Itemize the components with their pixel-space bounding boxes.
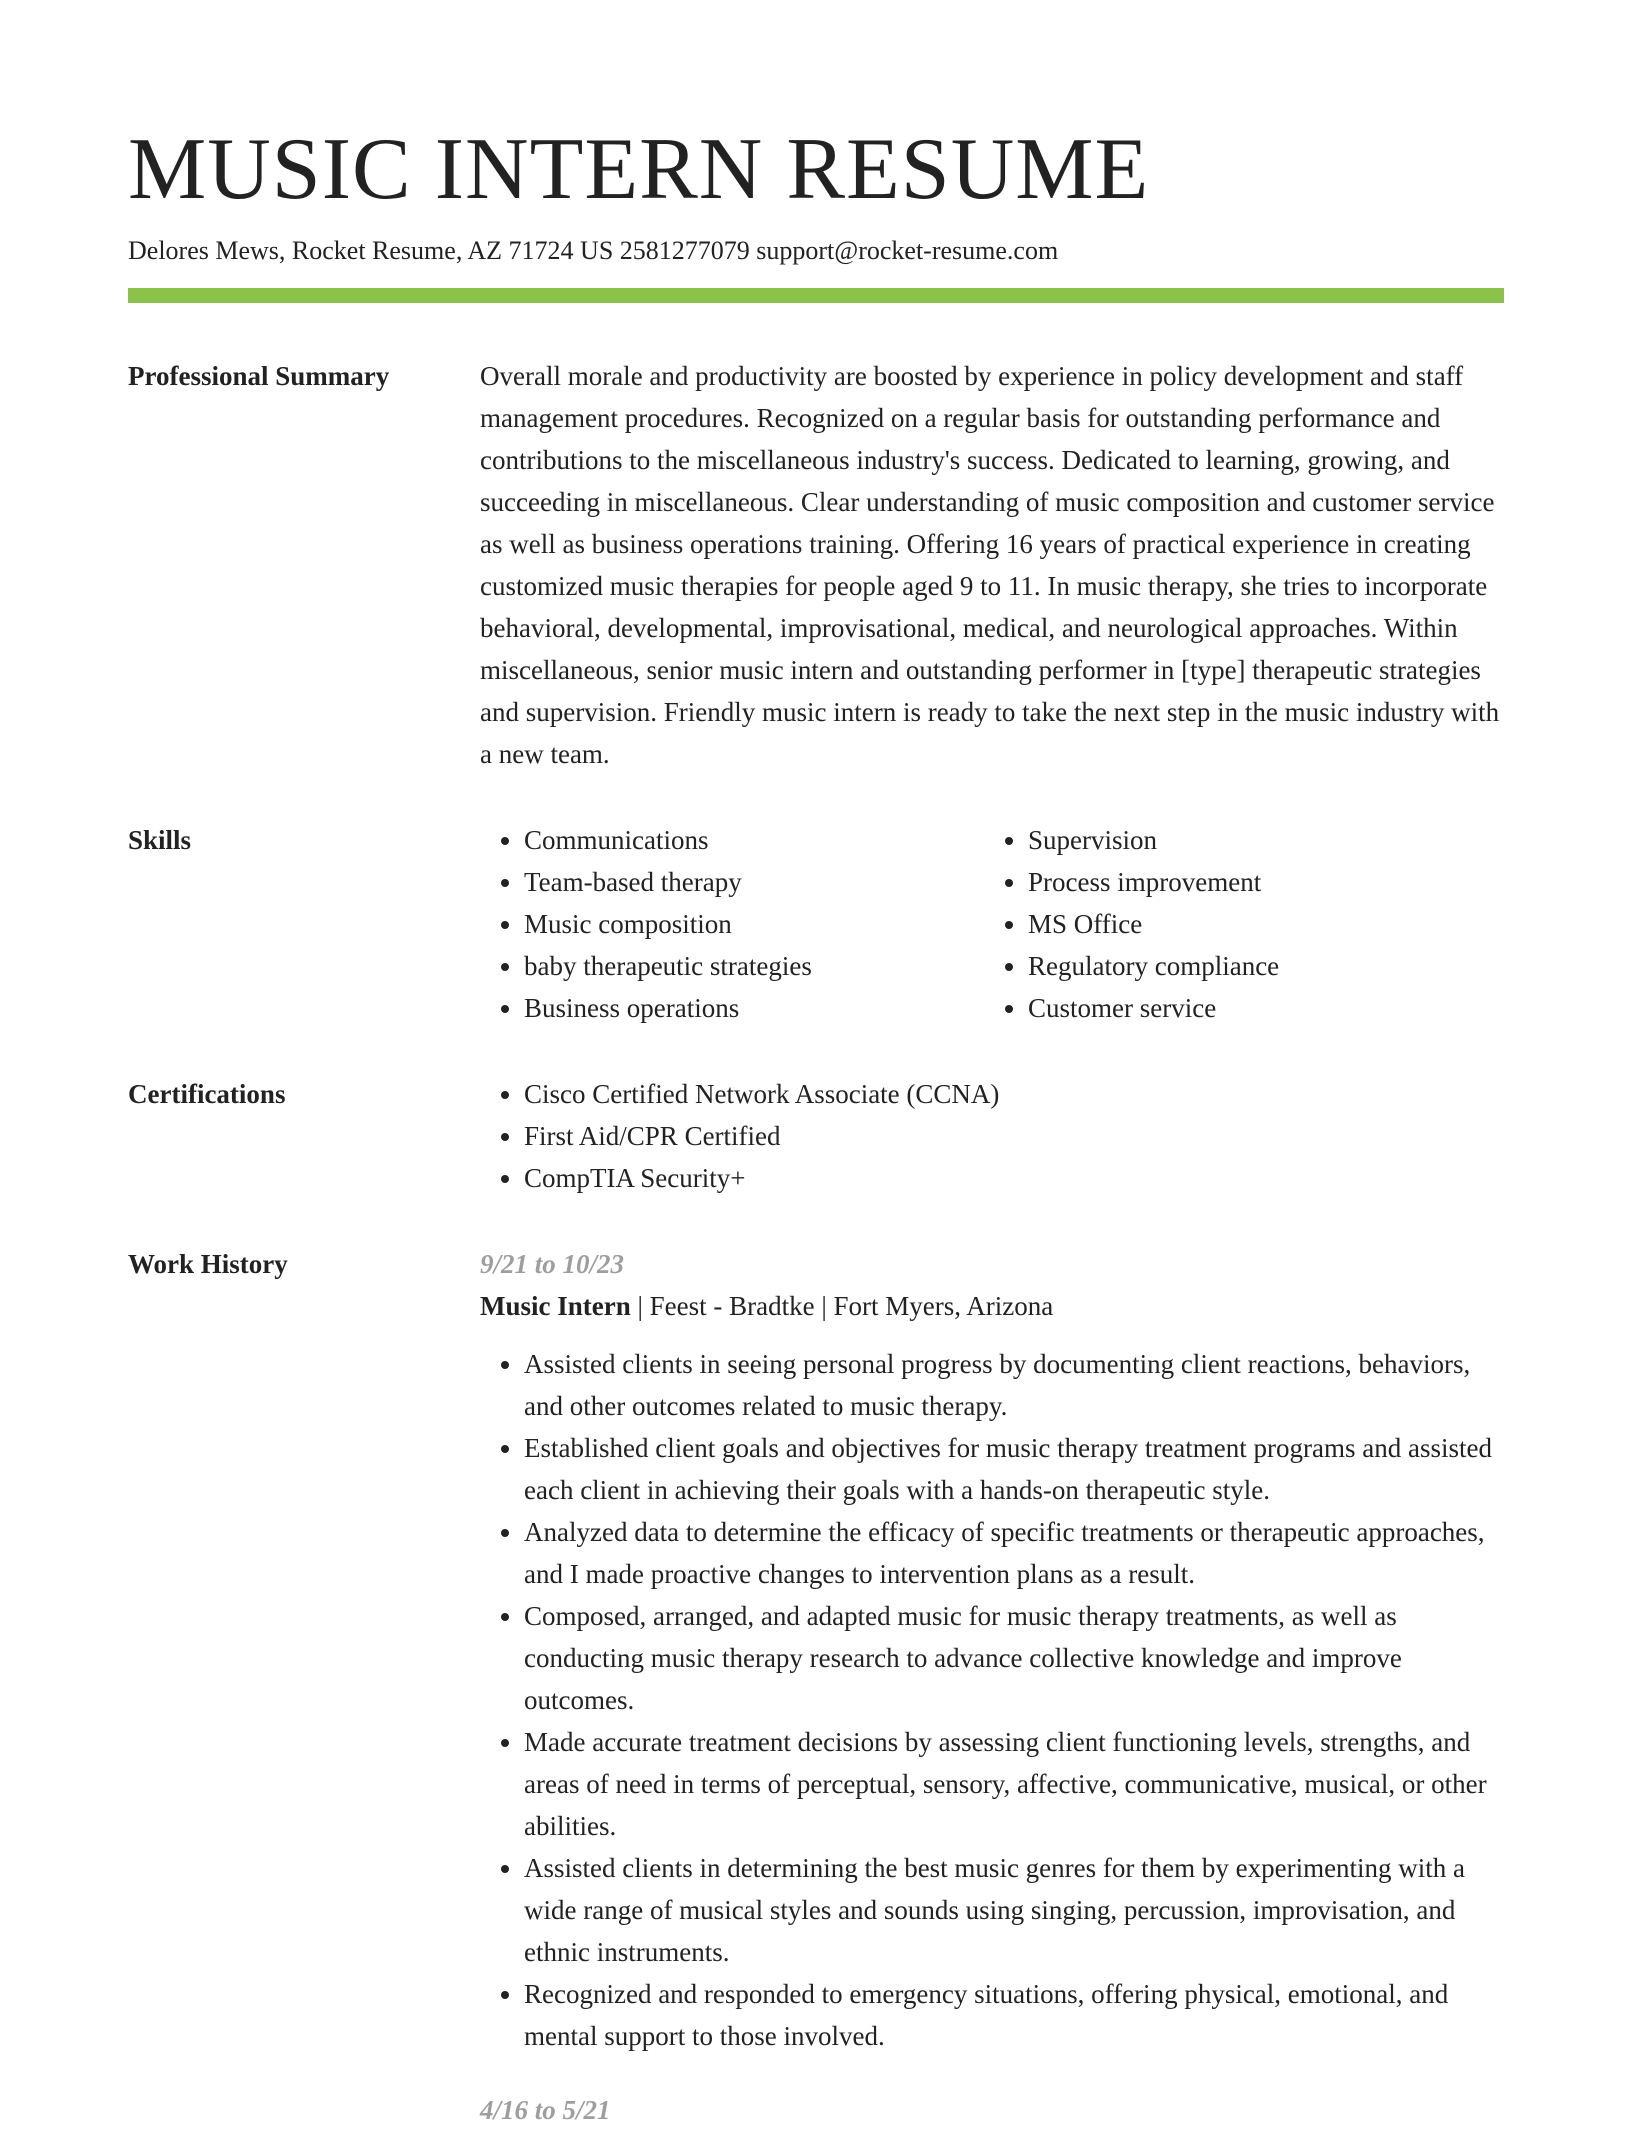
job-bullets	[480, 1343, 1504, 2057]
job-bullet: • Analyzed data to determine the efficacy of specific treatments or therapeutic approaches, and I made proactive changes to intervention plans as a result.	[524, 1511, 1504, 1595]
certification-item: • Cisco Certified Network Associate (CCNA)	[524, 1073, 1504, 1115]
summary-section	[128, 355, 1504, 775]
certifications-heading: Certifications	[128, 1079, 286, 1109]
skills-section	[128, 819, 1504, 1029]
summary-heading: Professional Summary	[128, 361, 390, 391]
skill-item: • Customer service	[1028, 987, 1488, 1029]
skills-heading: Skills	[128, 825, 192, 855]
job-bullet: • Recognized and responded to emergency situations, offering physical, emotional, and mental support to those involved.	[524, 1973, 1504, 2057]
work-history-section	[128, 1243, 1504, 2131]
job-bullet: • Made accurate treatment decisions by assessing client functioning levels, strengths, and areas of need in terms of perceptual, sensory, affective, communicative, musical, or other abilities.	[524, 1721, 1504, 1847]
skill-item: • Process improvement	[1028, 861, 1488, 903]
work-history-heading: Work History	[128, 1249, 288, 1279]
skills-list-left	[480, 819, 984, 1029]
job-role: Music Intern	[480, 1291, 631, 1321]
job-dates: 9/21 to 10/23	[480, 1249, 625, 1279]
certifications-list	[480, 1073, 1504, 1199]
certifications-section	[128, 1073, 1504, 1199]
job-bullet: • Assisted clients in determining the best music genres for them by experimenting with a wide range of musical styles and sounds using singing, percussion, improvisation, and ethnic instruments.	[524, 1847, 1504, 1973]
skill-item: • Business operations	[524, 987, 984, 1029]
job-bullet: • Composed, arranged, and adapted music for music therapy treatments, as well as conducting music therapy research to advance collective knowledge and improve outcomes.	[524, 1595, 1504, 1721]
skill-item: • Music composition	[524, 903, 984, 945]
accent-divider	[128, 288, 1504, 303]
skill-item: • Communications	[524, 819, 984, 861]
contact-line: Delores Mews, Rocket Resume, AZ 71724 US 2581277079 support@rocket-resume.com	[128, 236, 1059, 265]
certification-item: • CompTIA Security+	[524, 1157, 1504, 1199]
skills-list-right	[984, 819, 1488, 1029]
job-dates: 4/16 to 5/21	[480, 2095, 611, 2125]
skill-item: • Team-based therapy	[524, 861, 984, 903]
certification-item: • First Aid/CPR Certified	[524, 1115, 1504, 1157]
skill-item: • MS Office	[1028, 903, 1488, 945]
job-bullet: • Assisted clients in seeing personal progress by documenting client reactions, behaviors, and other outcomes related to music therapy.	[524, 1343, 1504, 1427]
job-title-line	[480, 1285, 1504, 1327]
summary-text: Overall morale and productivity are boosted by experience in policy development and staff management procedures. Recognized on a regular basis for outstanding performance and contributions to the miscellaneous industry's success. Dedicated to learning, growing, and succeeding in miscellaneous. Clear understanding of music composition and customer service as well as business operations training. Offering 16 years of practical experience in creating customized music therapies for people aged 9 to 11. In music therapy, she tries to incorporate behavioral, developmental, improvisational, medical, and neurological approaches. Within miscellaneous, senior music intern and outstanding performer in [type] therapeutic strategies and supervision. Friendly music intern is ready to take the next step in the music industry with a new team.	[480, 361, 1500, 769]
job-bullet: • Established client goals and objectives for music therapy treatment programs and assisted each client in achieving their goals with a hands-on therapeutic style.	[524, 1427, 1504, 1511]
page-title: MUSIC INTERN RESUME	[128, 121, 1150, 218]
skill-item: • baby therapeutic strategies	[524, 945, 984, 987]
job-employer-location: | Feest - Bradtke | Fort Myers, Arizona	[630, 1291, 1054, 1321]
skill-item: • Regulatory compliance	[1028, 945, 1488, 987]
skill-item: • Supervision	[1028, 819, 1488, 861]
